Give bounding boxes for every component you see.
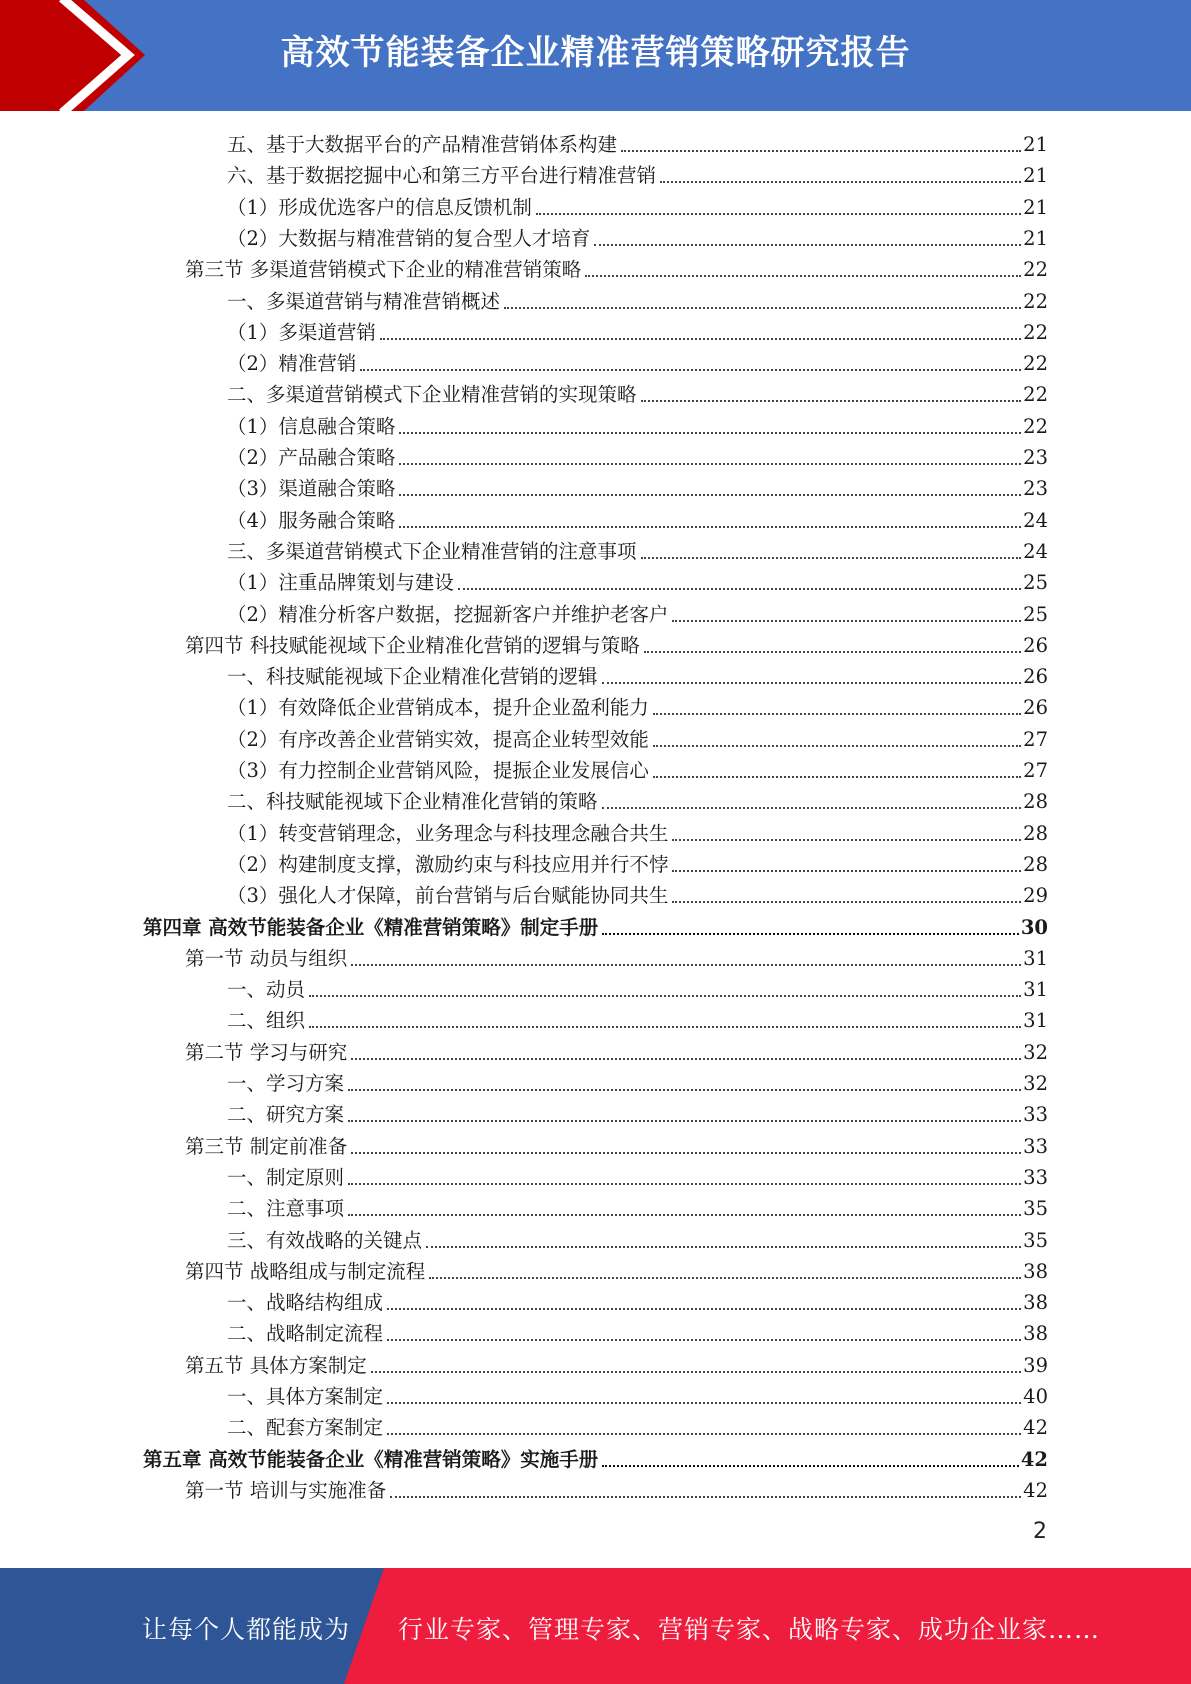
toc-entry-label: 第三节 多渠道营销模式下企业的精准营销策略 bbox=[185, 258, 582, 282]
toc-entry-page: 28 bbox=[1023, 821, 1048, 845]
toc-dot-leader bbox=[653, 776, 1021, 778]
toc-dot-leader bbox=[594, 244, 1021, 246]
page-number: 2 bbox=[1033, 1519, 1047, 1544]
toc-entry[interactable] bbox=[227, 1159, 1048, 1190]
toc-entry-label: （2）产品融合策略 bbox=[227, 446, 396, 469]
toc-entry-page: 30 bbox=[1020, 915, 1048, 939]
toc-entry-label: （4）服务融合策略 bbox=[227, 508, 396, 532]
toc-entry-page: 31 bbox=[1023, 1009, 1048, 1033]
toc-entry[interactable] bbox=[227, 1222, 1048, 1253]
toc-entry-label: （1）有效降低企业营销成本，提升企业盈利能力 bbox=[227, 696, 649, 720]
toc-entry[interactable] bbox=[227, 1284, 1048, 1315]
toc-dot-leader bbox=[653, 713, 1021, 715]
toc-entry-label: 第五节 具体方案制定 bbox=[185, 1353, 367, 1377]
toc-dot-leader bbox=[387, 1402, 1021, 1404]
toc-entry-page: 33 bbox=[1023, 1134, 1048, 1158]
toc-entry-page: 25 bbox=[1023, 571, 1048, 595]
toc-dot-leader bbox=[536, 213, 1021, 215]
toc-dot-leader bbox=[426, 1246, 1021, 1248]
toc-entry[interactable] bbox=[227, 408, 1048, 439]
toc-entry-page: 42 bbox=[1023, 1478, 1048, 1502]
toc-dot-leader bbox=[390, 1496, 1021, 1498]
toc-entry-page: 22 bbox=[1023, 414, 1048, 438]
toc-dot-leader bbox=[309, 995, 1021, 997]
toc-entry[interactable] bbox=[227, 815, 1048, 846]
toc-entry[interactable] bbox=[227, 1378, 1048, 1409]
toc-dot-leader bbox=[602, 682, 1022, 684]
toc-entry-label: 一、学习方案 bbox=[227, 1072, 345, 1095]
toc-entry-label: 一、具体方案制定 bbox=[227, 1385, 384, 1408]
toc-entry-label: （2）构建制度支撑，激励约束与科技应用并行不悖 bbox=[227, 852, 669, 876]
toc-dot-leader bbox=[653, 745, 1021, 747]
toc-dot-leader bbox=[602, 933, 1019, 935]
toc-entry[interactable] bbox=[185, 1347, 1048, 1378]
toc-entry[interactable] bbox=[227, 314, 1048, 345]
toc-entry-label: 第四章 高效节能装备企业《精准营销策略》制定手册 bbox=[143, 915, 599, 939]
toc-entry[interactable] bbox=[185, 251, 1048, 282]
toc-entry-page: 31 bbox=[1023, 946, 1048, 970]
toc-entry[interactable] bbox=[227, 658, 1048, 689]
toc-entry[interactable] bbox=[227, 502, 1048, 533]
toc-entry-label: 第五章 高效节能装备企业《精准营销策略》实施手册 bbox=[143, 1447, 599, 1471]
toc-entry-page: 22 bbox=[1023, 383, 1048, 407]
toc-entry-label: （2）精准营销 bbox=[227, 352, 357, 376]
toc-entry-page: 29 bbox=[1023, 884, 1048, 908]
toc-dot-leader bbox=[672, 839, 1021, 841]
toc-entry[interactable] bbox=[227, 721, 1048, 752]
toc-dot-leader bbox=[602, 1465, 1019, 1467]
toc-entry[interactable] bbox=[227, 376, 1048, 407]
toc-entry[interactable] bbox=[227, 157, 1048, 188]
toc-dot-leader bbox=[641, 557, 1022, 559]
toc-entry-label: 三、多渠道营销模式下企业精准营销的注意事项 bbox=[227, 539, 637, 563]
toc-dot-leader bbox=[351, 1152, 1021, 1154]
toc-entry-page: 27 bbox=[1023, 727, 1048, 751]
toc-entry-label: 五、基于大数据平台的产品精准营销体系构建 bbox=[227, 133, 618, 156]
toc-entry[interactable] bbox=[227, 971, 1048, 1002]
toc-entry-page: 25 bbox=[1023, 602, 1048, 626]
toc-dot-leader bbox=[387, 1339, 1021, 1341]
toc-entry-label: 一、动员 bbox=[227, 978, 306, 1002]
toc-dot-leader bbox=[348, 1089, 1021, 1091]
toc-dot-leader bbox=[348, 1183, 1021, 1185]
toc-entry-label: 二、组织 bbox=[227, 1009, 306, 1033]
toc-entry-label: （2）精准分析客户数据，挖掘新客户并维护老客户 bbox=[227, 602, 669, 626]
toc-entry[interactable] bbox=[185, 1253, 1048, 1284]
toc-entry-page: 27 bbox=[1023, 759, 1048, 782]
toc-entry[interactable] bbox=[227, 345, 1048, 376]
toc-entry[interactable] bbox=[185, 1472, 1048, 1503]
toc-dot-leader bbox=[387, 1308, 1021, 1310]
toc-entry-label: 一、科技赋能视域下企业精准化营销的逻辑 bbox=[227, 665, 598, 689]
toc-dot-leader bbox=[660, 181, 1021, 183]
toc-entry-label: 第四节 战略组成与制定流程 bbox=[185, 1259, 426, 1283]
toc-entry-page: 33 bbox=[1023, 1103, 1048, 1127]
toc-entry-page: 24 bbox=[1023, 539, 1048, 563]
toc-dot-leader bbox=[309, 1026, 1021, 1028]
toc-entry-page: 39 bbox=[1023, 1353, 1048, 1377]
toc-dot-leader bbox=[348, 1120, 1021, 1122]
toc-dot-leader bbox=[351, 1058, 1021, 1060]
toc-entry-label: 二、科技赋能视域下企业精准化营销的策略 bbox=[227, 790, 598, 814]
toc-entry-label: （2）大数据与精准营销的复合型人才培育 bbox=[227, 226, 591, 250]
toc-entry-label: 二、研究方案 bbox=[227, 1103, 345, 1127]
toc-entry-page: 42 bbox=[1020, 1447, 1048, 1471]
page-header bbox=[0, 0, 1191, 111]
toc-entry[interactable] bbox=[227, 220, 1048, 251]
toc-dot-leader bbox=[348, 1214, 1021, 1216]
toc-dot-leader bbox=[387, 1433, 1021, 1435]
toc-entry-label: 六、基于数据挖掘中心和第三方平台进行精准营销 bbox=[227, 164, 657, 188]
toc-entry-page: 23 bbox=[1023, 477, 1048, 501]
toc-entry[interactable] bbox=[185, 1034, 1048, 1065]
toc-entry-label: 一、战略结构组成 bbox=[227, 1291, 384, 1315]
toc-entry-page: 38 bbox=[1023, 1322, 1048, 1346]
toc-entry[interactable] bbox=[227, 1190, 1048, 1221]
toc-dot-leader bbox=[429, 1277, 1021, 1279]
toc-entry-page: 42 bbox=[1023, 1416, 1048, 1440]
toc-entry[interactable] bbox=[143, 909, 1048, 940]
toc-entry-label: 三、有效战略的关键点 bbox=[227, 1228, 423, 1252]
toc-entry-label: （2）有序改善企业营销实效，提高企业转型效能 bbox=[227, 727, 649, 751]
toc-entry[interactable] bbox=[227, 533, 1048, 564]
toc-dot-leader bbox=[641, 400, 1022, 402]
toc-entry-page: 21 bbox=[1023, 164, 1048, 188]
toc-entry[interactable] bbox=[227, 689, 1048, 720]
toc-entry[interactable] bbox=[227, 283, 1048, 314]
toc-dot-leader bbox=[672, 620, 1021, 622]
footer-slogan-right: 行业专家、管理专家、营销专家、战略专家、成功企业家…… bbox=[398, 1615, 1101, 1644]
toc-dot-leader bbox=[380, 338, 1021, 340]
toc-entry[interactable] bbox=[227, 752, 1048, 783]
toc-entry[interactable] bbox=[143, 1441, 1048, 1472]
toc-dot-leader bbox=[351, 964, 1021, 966]
toc-entry-page: 22 bbox=[1023, 352, 1048, 376]
toc-entry-label: 第一节 培训与实施准备 bbox=[185, 1478, 387, 1502]
toc-entry-page: 22 bbox=[1023, 320, 1048, 344]
toc-entry-label: 二、配套方案制定 bbox=[227, 1416, 384, 1440]
page-footer bbox=[0, 1568, 1191, 1684]
toc-entry-label: 二、多渠道营销模式下企业精准营销的实现策略 bbox=[227, 383, 637, 407]
toc-entry-label: 二、战略制定流程 bbox=[227, 1322, 384, 1346]
toc-entry[interactable] bbox=[227, 126, 1048, 157]
toc-entry-label: （1）形成优选客户的信息反馈机制 bbox=[227, 195, 532, 219]
toc-entry[interactable] bbox=[227, 1315, 1048, 1346]
toc-entry-page: 26 bbox=[1023, 665, 1048, 689]
toc-entry-page: 21 bbox=[1023, 226, 1048, 250]
toc-entry-page: 21 bbox=[1023, 195, 1048, 219]
toc-entry[interactable] bbox=[227, 1065, 1048, 1096]
toc-dot-leader bbox=[621, 150, 1021, 152]
toc-entry-label: （3）有力控制企业营销风险，提振企业发展信心 bbox=[227, 759, 649, 782]
toc-entry-page: 26 bbox=[1023, 696, 1048, 720]
toc-entry-page: 23 bbox=[1023, 446, 1048, 469]
toc-entry-label: 第二节 学习与研究 bbox=[185, 1040, 348, 1064]
toc-entry-page: 22 bbox=[1023, 289, 1048, 313]
toc-entry[interactable] bbox=[227, 1096, 1048, 1127]
toc-entry-page: 28 bbox=[1023, 790, 1048, 814]
toc-entry[interactable] bbox=[227, 439, 1048, 470]
toc-entry[interactable] bbox=[227, 470, 1048, 501]
toc-entry-page: 28 bbox=[1023, 852, 1048, 876]
toc-entry-label: （1）转变营销理念，业务理念与科技理念融合共生 bbox=[227, 821, 669, 845]
toc-entry-page: 38 bbox=[1023, 1259, 1048, 1283]
toc-entry[interactable] bbox=[227, 783, 1048, 814]
toc-dot-leader bbox=[602, 807, 1022, 809]
toc-entry[interactable] bbox=[185, 1128, 1048, 1159]
toc-entry-label: （1）多渠道营销 bbox=[227, 320, 376, 344]
toc-dot-leader bbox=[585, 275, 1021, 277]
toc-dot-leader bbox=[399, 494, 1021, 496]
toc-entry[interactable] bbox=[227, 1002, 1048, 1033]
toc-entry-label: （1）信息融合策略 bbox=[227, 414, 396, 438]
toc-entry[interactable] bbox=[185, 940, 1048, 971]
footer-slogan-left: 让每个人都能成为 bbox=[142, 1615, 351, 1644]
toc-entry-page: 26 bbox=[1023, 633, 1048, 657]
toc-dot-leader bbox=[672, 870, 1021, 872]
toc-entry[interactable] bbox=[185, 627, 1048, 658]
toc-entry[interactable] bbox=[227, 564, 1048, 595]
toc-dot-leader bbox=[360, 369, 1021, 371]
toc-entry-label: （1）注重品牌策划与建设 bbox=[227, 571, 454, 595]
toc-entry-page: 21 bbox=[1023, 133, 1048, 156]
toc-entry[interactable] bbox=[227, 189, 1048, 220]
toc-entry-page: 40 bbox=[1023, 1385, 1048, 1408]
toc-entry[interactable] bbox=[227, 846, 1048, 877]
toc-entry[interactable] bbox=[227, 1409, 1048, 1440]
toc-entry-page: 32 bbox=[1023, 1040, 1048, 1064]
toc-dot-leader bbox=[399, 432, 1021, 434]
toc-entry-label: 第一节 动员与组织 bbox=[185, 946, 348, 970]
toc-dot-leader bbox=[504, 307, 1021, 309]
toc-entry-label: 第四节 科技赋能视域下企业精准化营销的逻辑与策略 bbox=[185, 633, 640, 657]
toc-entry-page: 35 bbox=[1023, 1228, 1048, 1252]
toc-entry-label: （3）强化人才保障，前台营销与后台赋能协同共生 bbox=[227, 884, 669, 908]
toc-entry[interactable] bbox=[227, 596, 1048, 627]
toc-entry-page: 31 bbox=[1023, 978, 1048, 1002]
toc-dot-leader bbox=[399, 526, 1021, 528]
toc-dot-leader bbox=[672, 901, 1021, 903]
toc-entry-label: 一、多渠道营销与精准营销概述 bbox=[227, 289, 501, 313]
toc-dot-leader bbox=[371, 1371, 1021, 1373]
toc-entry-page: 22 bbox=[1023, 258, 1048, 282]
toc-dot-leader bbox=[458, 588, 1021, 590]
toc-entry-page: 35 bbox=[1023, 1197, 1048, 1221]
toc-entry[interactable] bbox=[227, 877, 1048, 908]
toc-entry-page: 24 bbox=[1023, 508, 1048, 532]
toc-dot-leader bbox=[644, 651, 1021, 653]
toc-entry-label: （3）渠道融合策略 bbox=[227, 477, 396, 501]
toc-entry-page: 33 bbox=[1023, 1165, 1048, 1189]
toc-entry-page: 32 bbox=[1023, 1072, 1048, 1095]
toc-entry-label: 一、制定原则 bbox=[227, 1165, 345, 1189]
toc-entry-label: 第三节 制定前准备 bbox=[185, 1134, 348, 1158]
toc-entry-page: 38 bbox=[1023, 1291, 1048, 1315]
report-title: 高效节能装备企业精准营销策略研究报告 bbox=[280, 33, 911, 73]
toc-entry-label: 二、注意事项 bbox=[227, 1197, 345, 1221]
toc-dot-leader bbox=[399, 463, 1021, 465]
